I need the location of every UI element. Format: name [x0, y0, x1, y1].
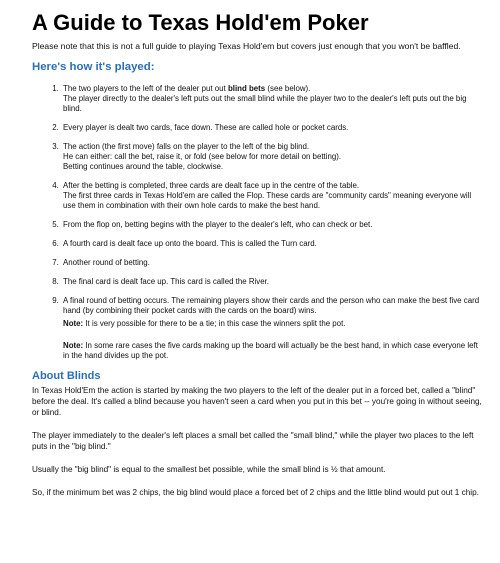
step-8-line-1: 8. The final card is dealt face up. This card is called the River.	[63, 277, 269, 286]
page-title: A Guide to Texas Hold'em Poker	[32, 10, 369, 35]
step-6-line-1: 6. A fourth card is dealt face up onto the board. This is called the Turn card.	[63, 239, 317, 248]
steps-list	[32, 84, 482, 361]
list-item	[61, 142, 482, 172]
step-7-line-1: 7. Another round of betting.	[63, 258, 150, 267]
note-tie	[63, 319, 482, 329]
step-9-line-1: 9. A final round of betting occurs. The remaining players show their cards and the person who can make the best five card hand (by combining their pocket cards with the cards on the board) wins.	[63, 296, 480, 315]
note-board-hand	[63, 341, 482, 361]
note-tie-label: Note:	[63, 319, 84, 328]
list-item	[61, 258, 482, 268]
step-3-line-1: 3. The action (the first move) falls on the player to the left of the big blind.	[63, 142, 310, 151]
step-4-line-1: 4. After the betting is completed, three cards are dealt face up in the centre of the table.	[63, 181, 360, 190]
blinds-paragraph-2: The player immediately to the dealer's left places a small bet called the "small blind," while the player two places to the left puts in the "big blind."	[32, 431, 474, 451]
step-3-line-3: Betting continues around the table, clockwise.	[63, 162, 224, 171]
list-item	[61, 296, 482, 361]
step-3-line-2: He can either: call the bet, raise it, or fold (see below for more detail on betting).	[63, 152, 342, 161]
step-4-line-2: The first three cards in Texas Hold'em are called the Flop. These cards are "community cards" meaning everyone will use them in combination with their own hole cards to make the best hand.	[63, 191, 472, 210]
blinds-paragraph-1: In Texas Hold'Em the action is started by making the two players to the left of the dealer put in a forced bet, called a "blind" before the deal. It's called a blind because you haven't seen a card when you put in this bet -- you're going in without seeing, or blind.	[32, 386, 482, 417]
intro-paragraph: Please note that this is not a full guide to playing Texas Hold'em but covers just enough that you won't be baffled.	[32, 41, 461, 51]
step-1-text-post: (see below).	[265, 84, 311, 93]
list-item	[61, 277, 482, 287]
note-board-label: Note:	[63, 341, 84, 350]
list-item	[61, 239, 482, 249]
step-5-line-1: 5. From the flop on, betting begins with the player to the dealer's left, who can check or bet.	[63, 220, 373, 229]
blinds-paragraph-3: Usually the "big blind" is equal to the smallest bet possible, while the small blind is ½ that amount.	[32, 465, 386, 474]
list-item	[61, 84, 482, 114]
note-board-text: In some rare cases the five cards making up the board will actually be the best hand, in which case everyone left in the hand divides up the pot.	[63, 341, 478, 360]
list-item	[61, 123, 482, 133]
list-item	[61, 181, 482, 211]
how-played-heading: Here's how it's played:	[32, 61, 155, 73]
step-2-line-1: 2. Every player is dealt two cards, face down. These are called hole or pocket cards.	[63, 123, 349, 132]
step-1-line-1	[63, 84, 482, 94]
step-1-line-2: The player directly to the dealer's left puts out the small blind while the player two to the dealer's left puts out the big blind.	[63, 94, 467, 113]
list-item	[61, 220, 482, 230]
step-1-bold-term: blind bets	[227, 84, 266, 93]
note-tie-text: It is very possible for there to be a tie; in this case the winners split the pot.	[83, 319, 346, 328]
about-blinds-heading: About Blinds	[32, 370, 101, 382]
blinds-paragraph-4: So, if the minimum bet was 2 chips, the big blind would place a forced bet of 2 chips and the little blind would put out 1 chip.	[32, 488, 479, 497]
step-1-text-pre: The two players to the left of the dealer put out	[63, 84, 228, 93]
